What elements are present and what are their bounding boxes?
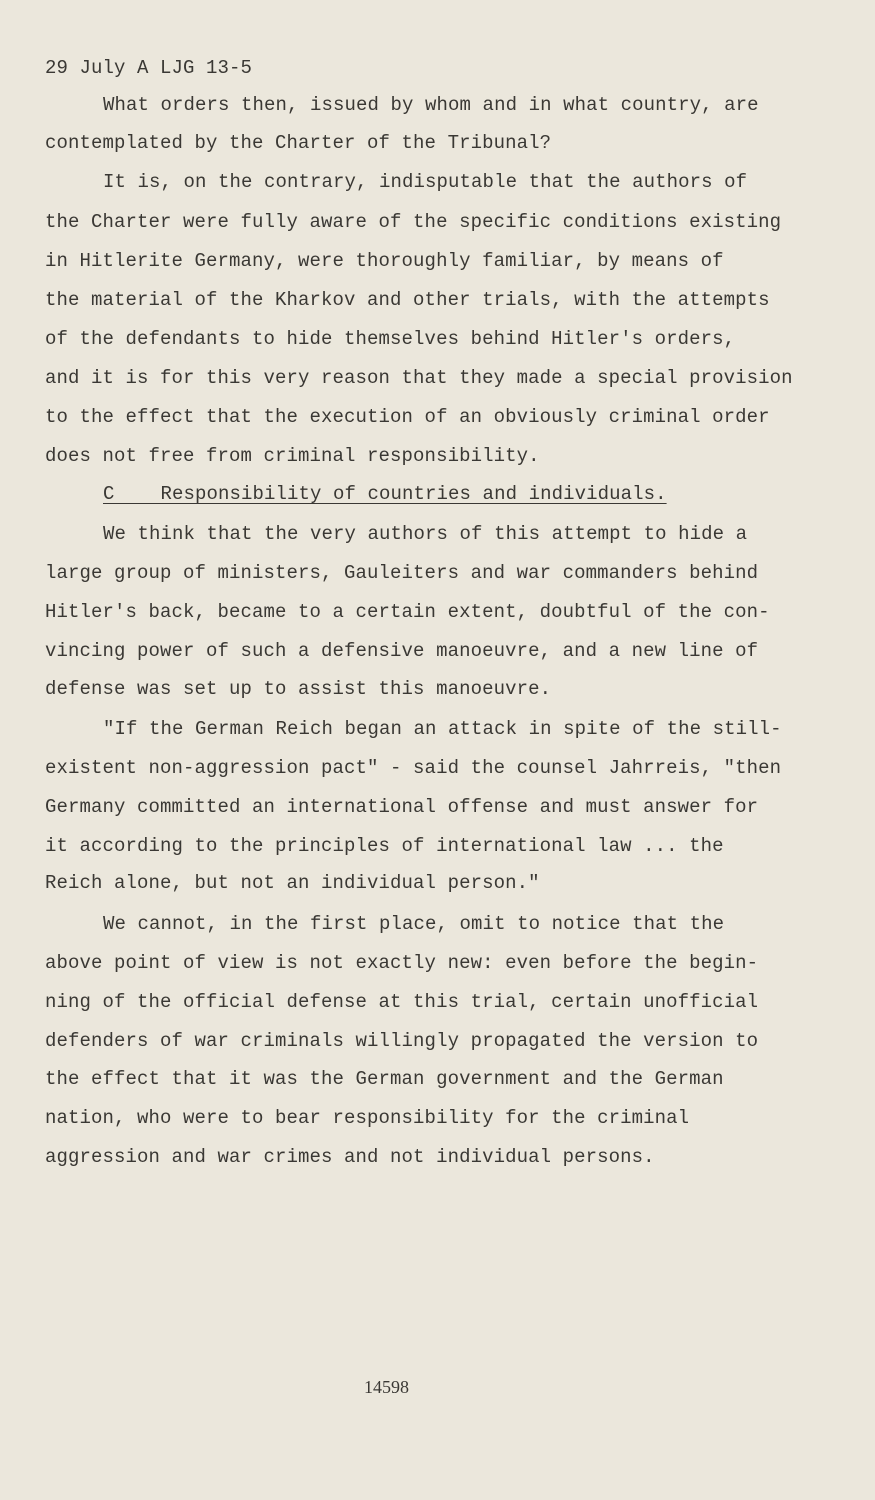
text-line: the material of the Kharkov and other trials, with the attempts xyxy=(45,289,770,311)
text-line: defenders of war criminals willingly propagated the version to xyxy=(45,1030,759,1052)
text-line: in Hitlerite Germany, were thoroughly familiar, by means of xyxy=(45,250,724,272)
text-line: contemplated by the Charter of the Tribunal? xyxy=(45,132,552,154)
text-line: and it is for this very reason that they made a special provision xyxy=(45,367,793,389)
text-line: We think that the very authors of this attempt to hide a xyxy=(103,523,748,545)
text-line: existent non-aggression pact" - said the counsel Jahrreis, "then xyxy=(45,757,782,779)
text-line: ning of the official defense at this trial, certain unofficial xyxy=(45,991,759,1013)
text-line: vincing power of such a defensive manoeuvre, and a new line of xyxy=(45,640,759,662)
text-line: large group of ministers, Gauleiters and war commanders behind xyxy=(45,562,759,584)
text-line: Germany committed an international offense and must answer for xyxy=(45,796,759,818)
text-line: Hitler's back, became to a certain extent, doubtful of the con- xyxy=(45,601,770,623)
text-line: does not free from criminal responsibility. xyxy=(45,445,540,467)
text-line: "If the German Reich began an attack in spite of the still- xyxy=(103,718,782,740)
text-line: of the defendants to hide themselves behind Hitler's orders, xyxy=(45,328,736,350)
header-reference: 29 July A LJG 13-5 xyxy=(45,57,253,79)
text-line: We cannot, in the first place, omit to notice that the xyxy=(103,913,725,935)
text-line: nation, who were to bear responsibility for the criminal xyxy=(45,1107,690,1129)
page-number: 14598 xyxy=(364,1377,409,1397)
text-line: defense was set up to assist this manoeuvre. xyxy=(45,678,552,700)
text-line: it according to the principles of international law ... the xyxy=(45,835,724,857)
text-line: to the effect that the execution of an obviously criminal order xyxy=(45,406,770,428)
section-heading: C Responsibility of countries and individuals. xyxy=(103,483,667,505)
text-line: above point of view is not exactly new: even before the begin- xyxy=(45,952,759,974)
text-line: the Charter were fully aware of the specific conditions existing xyxy=(45,211,782,233)
text-line: Reich alone, but not an individual person." xyxy=(45,872,540,894)
text-line: It is, on the contrary, indisputable that the authors of xyxy=(103,171,748,193)
text-line: the effect that it was the German government and the German xyxy=(45,1068,724,1090)
text-line: What orders then, issued by whom and in what country, are xyxy=(103,94,759,116)
text-line: aggression and war crimes and not individual persons. xyxy=(45,1146,655,1168)
